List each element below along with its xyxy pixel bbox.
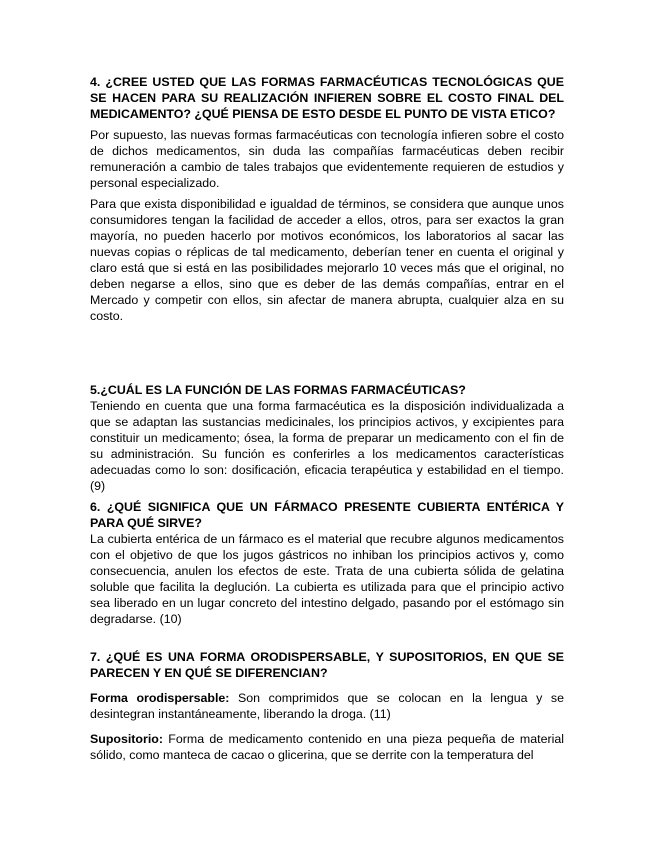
section-question-7 — [90, 649, 564, 763]
definition-supositorio — [90, 731, 564, 763]
question-4-paragraph-2: Para que exista disponibilidad e igualdad de términos, se considera que aunque unos consumidores tengan la facilidad de acceder a ellos, otros, para ser exactos la gran mayoría, no pueden hacerlo por motivos económicos, los laboratorios al sacar las nuevas copias o réplicas de tal medicamento, deberían tener en cuenta el original y claro está que si está en las posibilidades mejorarlo 10 veces más que el original, no deben negarse a ellos, sino que es deber de las demás compañías, entrar en el Mercado y competir con ellos, sin afectar de manera abrupta, cualquier alza en su costo. — [90, 197, 564, 323]
section-question-6 — [90, 499, 564, 627]
definition-supositorio-text: Forma de medicamento contenido en una pieza pequeña de material sólido, como manteca de cacao o glicerina, que se derrite con la temperatura del — [90, 732, 564, 762]
question-7-heading: 7. ¿QUÉ ES UNA FORMA ORODISPERSABLE, Y SUPOSITORIOS, EN QUE SE PARECEN Y EN QUÉ SE DIFERENCIAN? — [90, 650, 564, 680]
definition-orodispersable-text: Son comprimidos que se colocan en la lengua y se desintegran instantáneamente, liberando la droga. (11) — [90, 691, 564, 721]
section-question-5 — [90, 382, 564, 494]
question-4-paragraph-1: Por supuesto, las nuevas formas farmacéuticas con tecnología infieren sobre el costo de dichos medicamentos, sin duda las compañías farmacéuticas deben recibir remuneración a cambio de tales trabajos que evidentemente requieren de estudios y personal especializado. — [90, 128, 564, 190]
question-5-heading: 5.¿CUÁL ES LA FUNCIÓN DE LAS FORMAS FARMACÉUTICAS? — [90, 383, 466, 397]
term-supositorio: Supositorio: — [90, 732, 163, 746]
question-5-paragraph-1: Teniendo en cuenta que una forma farmacéutica es la disposición individualizada a que se adaptan las sustancias medicinales, los principios activos, y excipientes para constituir un medicamento; ósea, la forma de preparar un medicamento con el fin de su administración. Su función es conferirles a los medicamentos características adecuadas como lo son: dosificación, eficacia terapéutica y estabilidad en el tiempo. (9) — [90, 399, 564, 493]
term-orodispersable: Forma orodispersable: — [90, 691, 230, 705]
question-4-heading: 4. ¿CREE USTED QUE LAS FORMAS FARMACÉUTICAS TECNOLÓGICAS QUE SE HACEN PARA SU REALIZACIÓN INFIEREN SOBRE EL COSTO FINAL DEL MEDICAMENTO? ¿QUÉ PIENSA DE ESTO DESDE EL PUNTO DE VISTA ETICO? — [90, 75, 564, 121]
section-question-4 — [90, 74, 564, 324]
definition-orodispersable — [90, 690, 564, 722]
question-6-heading: 6. ¿QUÉ SIGNIFICA QUE UN FÁRMACO PRESENTE CUBIERTA ENTÉRICA Y PARA QUÉ SIRVE? — [90, 500, 564, 530]
question-6-paragraph-1: La cubierta entérica de un fármaco es el material que recubre algunos medicamentos con el objetivo de que los jugos gástricos no inhiban los principios activos y, como consecuencia, anulen los efectos de este. Trata de una cubierta sólida de gelatina soluble que facilita la deglución. La cubierta es utilizada para que el principio activo sea liberado en un lugar concreto del intestino delgado, pasando por el estómago sin degradarse. (10) — [90, 532, 564, 626]
